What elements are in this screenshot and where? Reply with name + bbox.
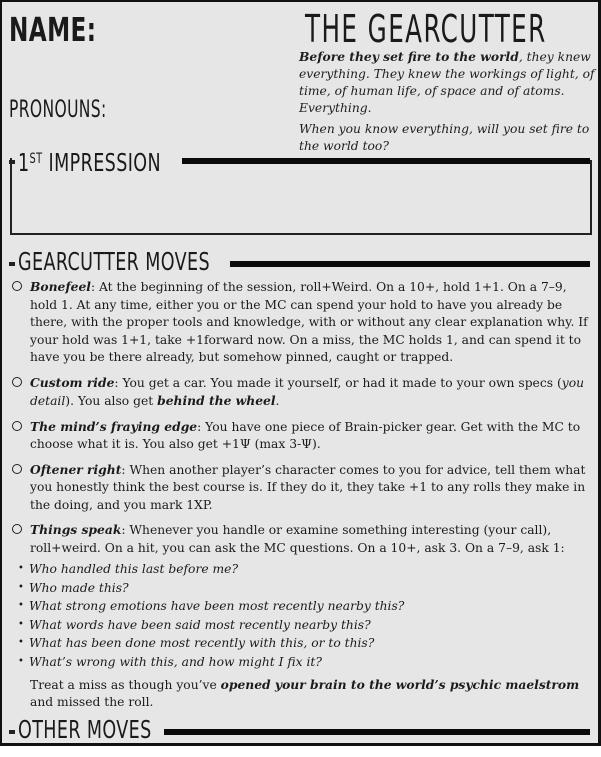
move-checkbox[interactable]: [12, 281, 22, 291]
move-minds-fraying-edge: The mind’s fraying edge: You have one piece of Brain-picker gear. Get with the MC to choose what it is. You also get +1Ψ (max 3-Ψ).: [10, 418, 590, 454]
section-rule: [230, 261, 590, 267]
question-item: • What has been done most recently with this, or to this?: [18, 634, 590, 653]
intro-text: [299, 48, 595, 155]
section-header-other: [2, 715, 598, 745]
question-item: • What words have been said most recently nearby this?: [18, 616, 590, 635]
move-checkbox[interactable]: [12, 421, 22, 431]
move-custom-ride: Custom ride: You get a car. You made it yourself, or had it made to your own specs (you detail). You also get behind the wheel.: [10, 374, 590, 411]
playbook-title: THE GEARCUTTER: [305, 7, 547, 51]
section-rule: [164, 729, 590, 735]
move-oftener-right: Oftener right: When another player’s character comes to you for advice, tell them what you honestly think the best course is. If they do it, they take +1 to any rolls they make in the doing, and you mark 1XP.: [10, 461, 590, 515]
move-checkbox[interactable]: [12, 464, 22, 474]
section-title-moves: GEARCUTTER MOVES: [18, 247, 210, 276]
move-trailer: Treat a miss as though you’ve opened your brain to the world’s psychic maelstrom and missed the roll.: [30, 676, 580, 710]
header-tick: [9, 262, 15, 266]
question-item: • Who handled this last before me?: [18, 560, 590, 579]
name-label: NAME:: [9, 10, 97, 49]
section-title-impression: 1ST IMPRESSION: [18, 148, 161, 177]
move-checkbox[interactable]: [12, 377, 22, 387]
impression-field[interactable]: [10, 160, 592, 235]
moves-list: [10, 278, 590, 719]
section-title-other: OTHER MOVES: [18, 715, 152, 744]
intro-rest: , they knew everything. They knew the workings of light, of time, of human life, of space and of atoms. Everything.: [299, 50, 595, 115]
question-item: • What strong emotions have been most recently nearby this?: [18, 597, 590, 616]
header-tick: [9, 730, 15, 734]
section-header-moves: [2, 247, 598, 277]
move-bonefeel: Bonefeel: At the beginning of the session, roll+Weird. On a 10+, hold 1+1. On a 7–9, hold 1. At any time, either you or the MC can spend your hold to have you already be there, with the proper tools and knowledge, with or without any clear explanation why. If your hold was 1+1, take +1forward now. On a miss, the MC holds 1, and can spend it to have you be there already, but somehow pinned, caught or trapped.: [10, 278, 590, 367]
intro-question: When you know everything, will you set fire to the world too?: [299, 122, 590, 153]
intro-paragraph: [299, 48, 595, 117]
pronouns-label: PRONOUNS:: [9, 95, 107, 123]
move-things-speak: Things speak: Whenever you handle or examine something interesting (your call), roll+weird. On a hit, you can ask the MC questions. On a 10+, ask 3. On a 7–9, ask 1: • Who handled this last before me? • Who made this? • What strong emotions have been most recently nearby this? • What words have been said most recently nearby this? • What has been done most recently with this, or to this? • What’s wrong with this, and how might I fix it? Treat a miss as though you’ve opened your brain to the world’s psychic maelstrom and missed the roll.: [10, 521, 590, 712]
question-item: • Who made this?: [18, 579, 590, 598]
question-list: [30, 560, 590, 672]
move-checkbox[interactable]: [12, 524, 22, 534]
intro-lead: Before they set fire to the world: [299, 49, 519, 64]
question-item: • What’s wrong with this, and how might I fix it?: [18, 653, 590, 672]
